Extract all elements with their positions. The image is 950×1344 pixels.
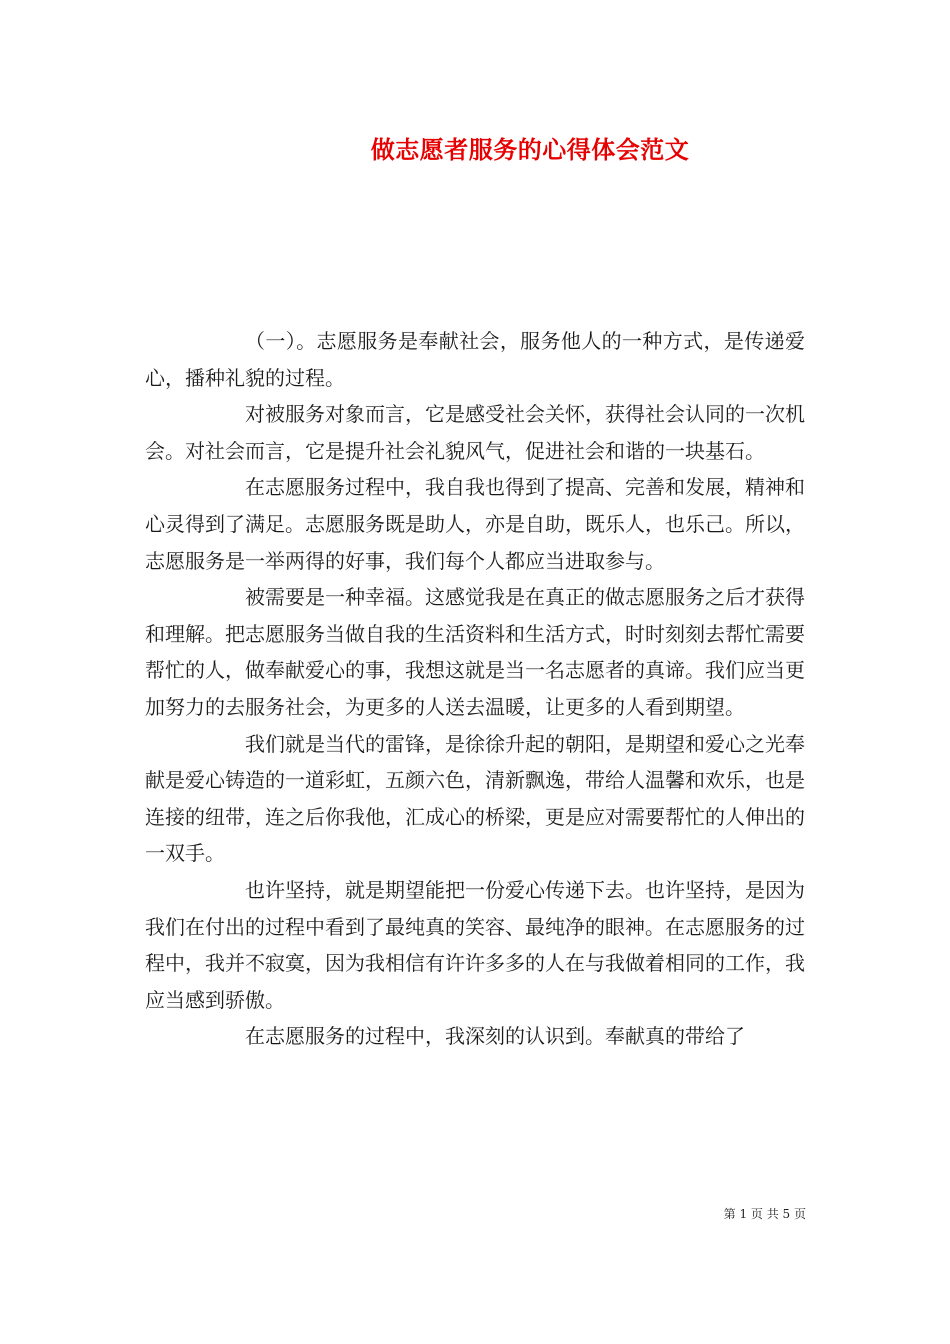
- paragraph-3: 在志愿服务过程中，我自我也得到了提高、完善和发展，精神和心灵得到了满足。志愿服务既是助人，亦是自助，既乐人，也乐己。所以，志愿服务是一举两得的好事，我们每个人都应当进取参与。: [145, 475, 805, 573]
- paragraph-5: 我们就是当代的雷锋，是徐徐升起的朝阳，是期望和爱心之光奉献是爱心铸造的一道彩虹，五颜六色，清新飘逸，带给人温馨和欢乐，也是连接的纽带，连之后你我他，汇成心的桥梁，更是应对需要帮忙的人伸出的一双手。: [145, 731, 805, 866]
- page-number-footer: 第 1 页 共 5 页: [723, 1207, 806, 1221]
- paragraph-4: 被需要是一种幸福。这感觉我是在真正的做志愿服务之后才获得和理解。把志愿服务当做自我的生活资料和生活方式，时时刻刻去帮忙需要帮忙的人，做奉献爱心的事，我想这就是当一名志愿者的真谛。我们应当更加努力的去服务社会，为更多的人送去温暖，让更多的人看到期望。: [145, 585, 805, 719]
- document-title: 做志愿者服务的心得体会范文: [370, 135, 690, 164]
- paragraph-1: （一）。志愿服务是奉献社会，服务他人的一种方式，是传递爱心，播种礼貌的过程。: [145, 329, 805, 390]
- document-body: [145, 323, 805, 1055]
- paragraph-2: 对被服务对象而言，它是感受社会关怀，获得社会认同的一次机会。对社会而言，它是提升社会礼貌风气，促进社会和谐的一块基石。: [145, 402, 805, 463]
- paragraph-7: 在志愿服务的过程中，我深刻的认识到。奉献真的带给了: [245, 1024, 745, 1049]
- paragraph-6: 也许坚持，就是期望能把一份爱心传递下去。也许坚持，是因为我们在付出的过程中看到了最纯真的笑容、最纯净的眼神。在志愿服务的过程中，我并不寂寞，因为我相信有许许多多的人在与我做着相同的工作，我应当感到骄傲。: [145, 877, 805, 1012]
